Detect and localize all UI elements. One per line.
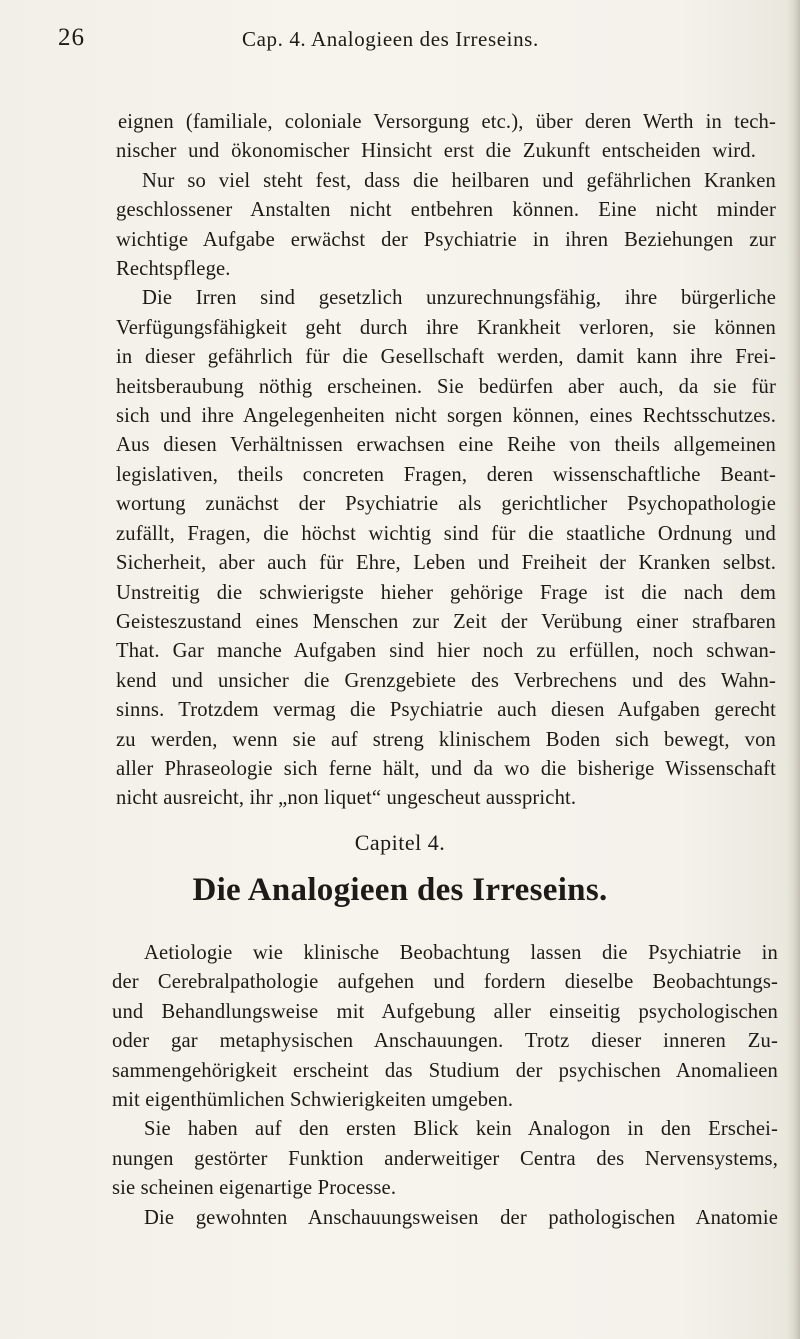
- page-number: 26: [58, 24, 85, 51]
- text-line: mit eigenthümlichen Schwierigkeiten umgeben.: [112, 1089, 514, 1112]
- text-line: Sicherheit, aber auch für Ehre, Leben und Freiheit der Kranken selbst.: [116, 552, 776, 575]
- text-line: sinns. Trotzdem vermag die Psychiatrie auch diesen Aufgaben gerecht: [116, 699, 776, 722]
- text-line: Nur so viel steht fest, dass die heilbaren und gefährlichen Kranken: [142, 169, 776, 192]
- text-line: Unstreitig die schwierigste hieher gehörige Frage ist die nach dem: [116, 581, 776, 604]
- text-line: That. Gar manche Aufgaben sind hier noch zu erfüllen, noch schwan-: [116, 640, 776, 663]
- text-line: sie scheinen eigenartige Processe.: [112, 1177, 397, 1200]
- chapter-label: Capitel 4.: [354, 830, 446, 855]
- text-line: nischer und ökonomischer Hinsicht erst die Zukunft entscheiden wird.: [116, 140, 756, 163]
- text-line: der Cerebralpathologie aufgehen und fordern dieselbe Beobachtungs-: [112, 971, 778, 994]
- text-line: eignen (familiale, coloniale Versorgung etc.), über deren Werth in tech-: [118, 111, 776, 133]
- text-line: geschlossener Anstalten nicht entbehren können. Eine nicht minder: [116, 199, 776, 222]
- text-line: Die gewohnten Anschauungsweisen der pathologischen Anatomie: [144, 1206, 778, 1229]
- text-line: nicht ausreicht, ihr „non liquet“ ungescheut ausspricht.: [116, 787, 577, 810]
- text-line: und Behandlungsweise mit Aufgebung aller einseitig psychologischen: [112, 1000, 778, 1023]
- paragraph-block-upper: [116, 108, 776, 814]
- text-line: kend und unsicher die Grenzgebiete des Verbrechens und des Wahn-: [116, 669, 776, 692]
- text-line: in dieser gefährlich für die Gesellschaft werden, damit kann ihre Frei-: [116, 346, 776, 369]
- running-head: [58, 22, 758, 62]
- paragraph-block-lower: [112, 939, 778, 1233]
- text-line: wortung zunächst der Psychiatrie als gerichtlicher Psychopathologie: [116, 493, 776, 516]
- text-line: zufällt, Fragen, die höchst wichtig sind für die staatliche Ordnung und: [116, 522, 776, 545]
- text-line: wichtige Aufgabe erwächst der Psychiatrie in ihren Beziehungen zur: [116, 228, 776, 251]
- text-line: heitsberaubung nöthig erscheinen. Sie bedürfen aber auch, da sie für: [116, 375, 776, 398]
- text-line: aller Phraseologie sich ferne hält, und da wo die bisherige Wissenschaft: [116, 757, 776, 780]
- text-line: Aus diesen Verhältnissen erwachsen eine Reihe von theils allgemeinen: [116, 434, 776, 457]
- text-line: Verfügungsfähigkeit geht durch ihre Krankheit verloren, sie können: [116, 316, 776, 339]
- text-line: sich und ihre Angelegenheiten nicht sorgen können, eines Rechtsschutzes.: [116, 405, 776, 428]
- text-line: Rechtspflege.: [116, 258, 231, 281]
- text-line: legislativen, theils concreten Fragen, deren wissenschaftliche Beant-: [116, 463, 776, 486]
- chapter-title: Die Analogieen des Irreseins.: [192, 872, 608, 908]
- text-line: sammengehörigkeit erscheint das Studium der psychischen Anomalieen: [112, 1059, 778, 1082]
- page-edge-shadow: [786, 0, 800, 1339]
- text-line: Sie haben auf den ersten Blick kein Analogon in den Erschei-: [144, 1118, 778, 1141]
- text-line: Geisteszustand eines Menschen zur Zeit der Verübung einer strafbaren: [116, 610, 776, 633]
- text-line: Die Irren sind gesetzlich unzurechnungsfähig, ihre bürgerliche: [142, 287, 776, 310]
- text-line: nungen gestörter Funktion anderweitiger Centra des Nervensystems,: [112, 1147, 778, 1170]
- text-line: zu werden, wenn sie auf streng klinischem Boden sich bewegt, von: [116, 728, 776, 751]
- text-line: oder gar metaphysischen Anschauungen. Trotz dieser inneren Zu-: [112, 1030, 778, 1053]
- text-line: Aetiologie wie klinische Beobachtung lassen die Psychiatrie in: [144, 942, 778, 964]
- running-title: Cap. 4. Analogieen des Irreseins.: [242, 27, 539, 51]
